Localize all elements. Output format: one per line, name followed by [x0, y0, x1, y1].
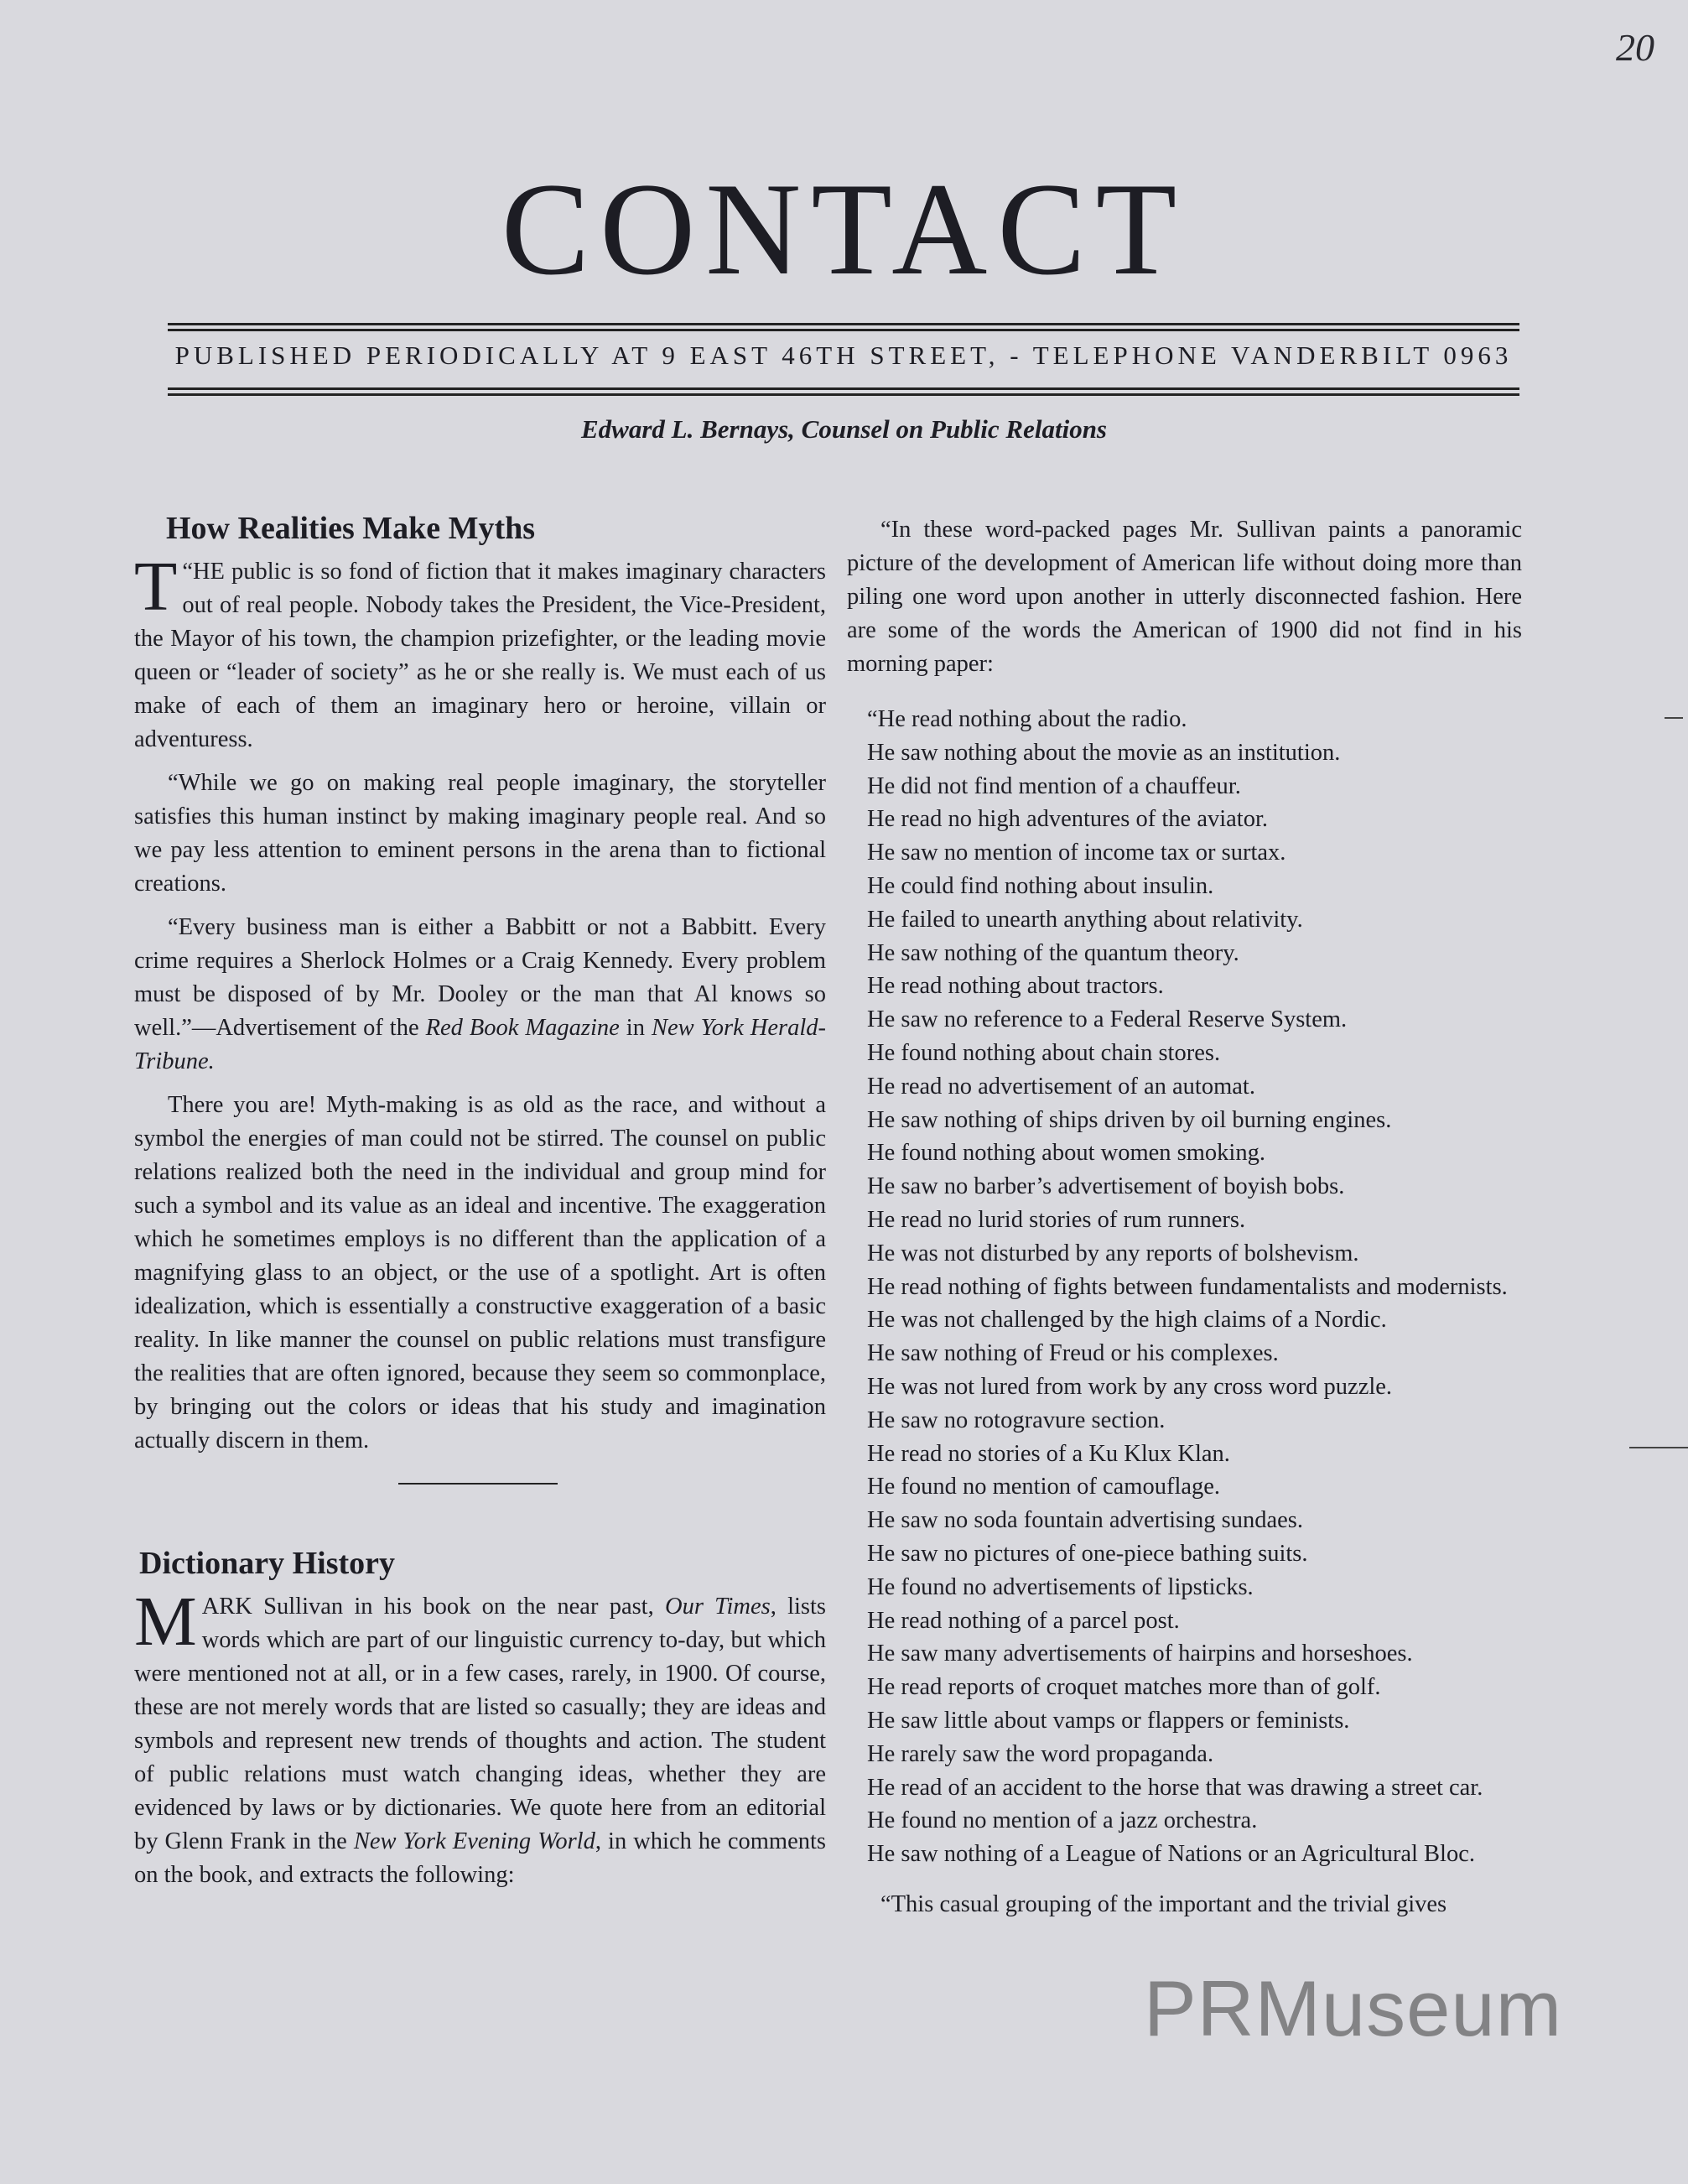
masthead-title: CONTACT: [501, 156, 1187, 303]
rule-top-1: [168, 323, 1519, 325]
list-item: He did not find mention of a chauffeur.: [867, 772, 1241, 799]
dropcap-t: T: [134, 548, 178, 626]
list-item: He saw many advertisements of hairpins and horseshoes.: [867, 1641, 1413, 1667]
list-item: He found no advertisements of lipsticks.: [867, 1573, 1254, 1600]
list-item: He was not challenged by the high claims of a Nordic.: [867, 1307, 1387, 1334]
list-item: He saw no rotogravure section.: [867, 1407, 1166, 1433]
dict-p1-a: ARK Sullivan in his book on the near past,: [201, 1594, 665, 1620]
list-item: He found no mention of camouflage.: [867, 1474, 1221, 1500]
list-item: He found nothing about chain stores.: [867, 1039, 1221, 1066]
list-item: He found no mention of a jazz orchestra.: [867, 1807, 1258, 1834]
publication-line: PUBLISHED PERIODICALLY AT 9 EAST 46TH STREET, - TELEPHONE VANDERBILT 0963: [174, 341, 1513, 370]
list-item: He saw no reference to a Federal Reserve System.: [867, 1006, 1348, 1033]
list-item: He saw little about vamps or flappers or feminists.: [867, 1707, 1350, 1734]
list-item: He read of an accident to the horse that was drawing a street car.: [867, 1774, 1483, 1801]
list-item: He could find nothing about insulin.: [867, 872, 1214, 899]
dict-p1-b: , lists words which are part of our linguistic currency to-day, but which were mentioned not at all, or in a few cases, rarely, in 1900. Of course, these are not merely words that are listed so casually; they are ideas and symbols and represent new trends of thoughts and action. The student of public relations must watch changing ideas, whether they are evidenced by laws or by dictionaries. We quote here from an editorial by Glenn Frank in the: [134, 1594, 827, 1854]
list-item: He saw nothing about the movie as an institution.: [867, 739, 1341, 766]
myths-paragraph-4: There you are! Myth-making is as old as the race, and without a symbol the energies of man could not be stirred. The counsel on public relations realized both the need in the individual and group mind for such a symbol and its value as an ideal and incentive. The exaggeration which he sometimes employs is no different than the application of a magnifying glass to an object, or the use of a spotlight. Art is often idealization, which is essentially a constructive exaggeration of a basic reality. In like manner the counsel on public relations must transfigure the realities that are often ignored, because they seem so commonplace, by bringing out the colors or ideas that his study and imagination actually discern in them.: [134, 1092, 826, 1453]
words-list: [847, 703, 1522, 1871]
list-item: He read no advertisement of an automat.: [867, 1073, 1255, 1100]
edge-mark-right-2: [1629, 1447, 1688, 1448]
list-item: He read no high adventures of the aviator.: [867, 806, 1269, 833]
dropcap-m: M: [134, 1583, 197, 1661]
left-column: [134, 503, 826, 1902]
list-item: He saw no soda fountain advertising sundaes.: [867, 1507, 1304, 1534]
byline: Edward L. Bernays, Counsel on Public Relations: [581, 414, 1107, 444]
myths-paragraph-3: [134, 911, 826, 1079]
dict-p1-c: , in which he comments on the book, and extracts the following:: [134, 1828, 826, 1888]
section-divider: [398, 1483, 558, 1485]
myths-p1-text: HE public is so fond of fiction that it makes imaginary characters out of real people. Nobody takes the President, the Vice-President, the Mayor of his town, the champion prizefighter, or the leading movie queen or “leader of society” as he or she really is. We must each of us make of each of them an imaginary hero or heroine, villain or adventuress.: [134, 559, 826, 752]
article-title-dictionary: Dictionary History: [139, 1546, 396, 1581]
myths-p3-italic-red-book: Red Book Magazine: [425, 1015, 620, 1041]
edge-mark-right-1: [1665, 717, 1683, 719]
list-item: He read nothing of fights between fundamentalists and modernists.: [867, 1273, 1508, 1300]
myths-paragraph-2: “While we go on making real people imaginary, the storyteller satisfies this human instinct by making imaginary people real. And so we pay less attention to eminent persons in the arena than to fictional creations.: [134, 770, 826, 897]
myths-p3-text: “Every business man is either a Babbitt or not a Babbitt. Every crime requires a Sherlock Holmes or a Craig Kennedy. Every problem must be disposed of by Mr. Dooley or the man that Al knows so well.”—Advertisement of the: [134, 914, 826, 1041]
list-item: He saw nothing of a League of Nations or an Agricultural Bloc.: [867, 1841, 1475, 1868]
list-item: He rarely saw the word propaganda.: [867, 1740, 1214, 1767]
list-item: He saw nothing of Freud or his complexes.: [867, 1340, 1279, 1367]
right-column: [847, 503, 1522, 1932]
prmuseum-watermark: PRMuseum: [1143, 1964, 1562, 2052]
closing-line: “This casual grouping of the important and the trivial gives: [880, 1890, 1447, 1917]
rule-top-2: [168, 329, 1519, 331]
list-item: He was not disturbed by any reports of bolshevism.: [867, 1240, 1359, 1266]
list-item: He read reports of croquet matches more than of golf.: [867, 1674, 1381, 1701]
rule-bottom-2: [168, 393, 1519, 396]
list-item: He was not lured from work by any cross word puzzle.: [867, 1373, 1393, 1400]
list-item: He saw no mention of income tax or surtax.: [867, 840, 1286, 866]
list-item: He failed to unearth anything about relativity.: [867, 906, 1303, 933]
article-title-myths: How Realities Make Myths: [166, 511, 536, 546]
sullivan-intro: “In these word-packed pages Mr. Sullivan paints a panoramic picture of the development of American life without doing more than piling one word upon another in utterly disconnected fashion. Here are some of the words the American of 1900 did not find in his morning paper:: [847, 517, 1522, 677]
list-item: He saw nothing of the quantum theory.: [867, 939, 1239, 966]
list-item: He saw no pictures of one-piece bathing suits.: [867, 1540, 1308, 1567]
dictionary-paragraph-1: [134, 1583, 827, 1892]
list-item: He read no lurid stories of rum runners.: [867, 1206, 1246, 1233]
rule-bottom-1: [168, 387, 1519, 390]
list-item: He read nothing about tractors.: [867, 973, 1164, 1000]
list-item: He read no stories of a Ku Klux Klan.: [867, 1440, 1230, 1467]
dict-p1-italic-evening-world: New York Evening World: [353, 1828, 595, 1854]
list-item: He found nothing about women smoking.: [867, 1140, 1265, 1167]
page-number: 20: [1616, 26, 1654, 69]
open-quote: “: [182, 559, 193, 585]
list-item: He read nothing of a parcel post.: [867, 1607, 1180, 1634]
myths-p3-italic-herald: New York Herald-Tribune.: [134, 1015, 827, 1074]
dict-p1-italic-our-times: Our Times: [664, 1594, 771, 1620]
list-item: He saw nothing of ships driven by oil burning engines.: [867, 1106, 1392, 1133]
list-item: “He read nothing about the radio.: [867, 706, 1187, 732]
myths-p3-mid: in: [619, 1015, 652, 1041]
myths-paragraph-1: [134, 548, 826, 757]
list-item: He saw no barber’s advertisement of boyish bobs.: [867, 1173, 1345, 1200]
